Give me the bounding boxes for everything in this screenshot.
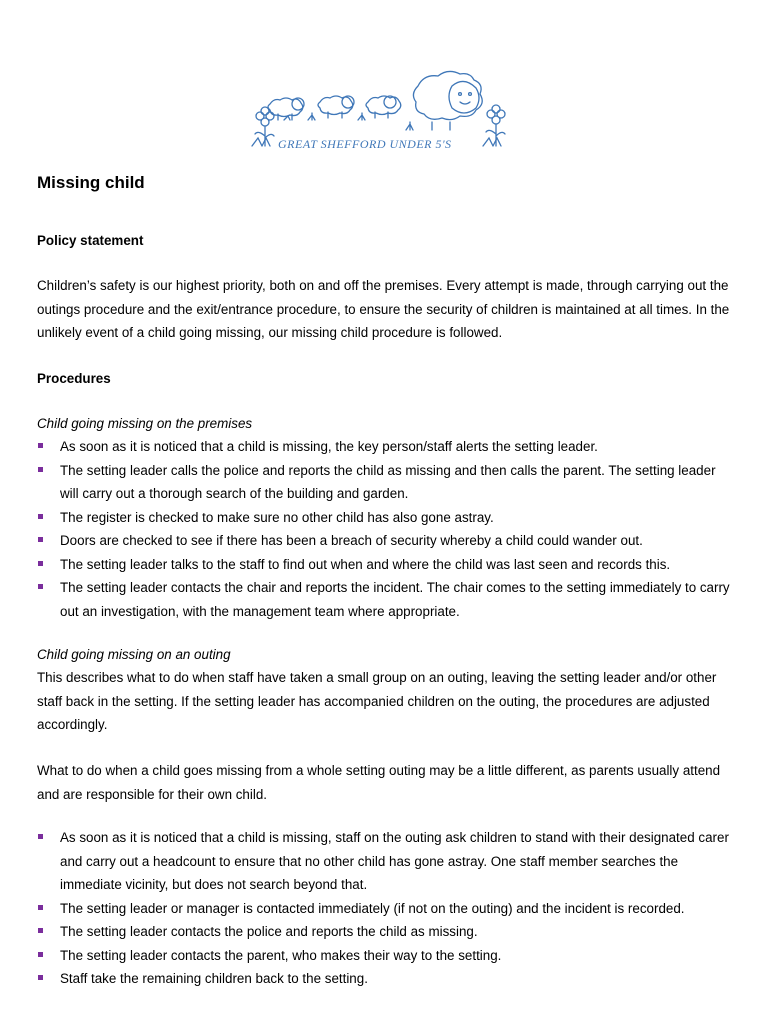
procedures-heading: Procedures [37,371,111,386]
list-item: The setting leader talks to the staff to find out when and where the child was last seen and records this. [37,553,737,577]
big-sheep-icon [406,71,482,130]
page-title: Missing child [37,173,145,192]
premises-subheading: Child going missing on the premises [37,416,253,431]
nursery-logo [240,64,520,160]
policy-text: Children’s safety is our highest priority, both on and off the premises. Every attempt is made, through carrying out the outings procedure and the exit/entrance procedure, to ensure the security of children is maintained at all times. In the unlikely event of a child going missing, our missing child procedure is followed. [37,278,730,340]
small-sheep-icon [358,96,401,120]
list-item: The setting leader contacts the parent, who makes their way to the setting. [37,944,737,968]
outing-intro: This describes what to do when staff have taken a small group on an outing, leaving the setting leader and/or other staff back in the setting. If the setting leader has accompanied children on the outing, the procedures are adjusted accordingly. [37,670,717,732]
list-item: As soon as it is noticed that a child is missing, staff on the outing ask children to stand with their designated carer and carry out a headcount to ensure that no other child has gone astray. One staff member searches the immediate vicinity, but does not search beyond that. [37,826,737,897]
premises-list [37,435,737,623]
list-item: The register is checked to make sure no other child has also gone astray. [37,506,737,530]
list-item: Doors are checked to see if there has been a breach of security whereby a child could wander out. [37,529,737,553]
list-item: The setting leader or manager is contacted immediately (if not on the outing) and the incident is recorded. [37,897,737,921]
list-item: Staff take the remaining children back to the setting. [37,967,737,991]
list-item: As soon as it is noticed that a child is missing, the key person/staff alerts the setting leader. [37,435,737,459]
outing-list [37,826,737,991]
list-item: The setting leader contacts the police and reports the child as missing. [37,920,737,944]
sheep-logo-icon [240,64,520,160]
small-sheep-icon [308,96,354,120]
outing-subheading: Child going missing on an outing [37,647,231,662]
flower-icon [483,105,505,146]
list-item: The setting leader contacts the chair and reports the incident. The chair comes to the setting immediately to carry out an investigation, with the management team where appropriate. [37,576,737,623]
policy-heading: Policy statement [37,233,144,248]
whole-setting-text: What to do when a child goes missing from a whole setting outing may be a little different, as parents usually attend and are responsible for their own child. [37,763,721,802]
list-item: The setting leader calls the police and reports the child as missing and then calls the parent. The setting leader will carry out a thorough search of the building and garden. [37,459,737,506]
logo-text: GREAT SHEFFORD UNDER 5'S [278,137,452,151]
